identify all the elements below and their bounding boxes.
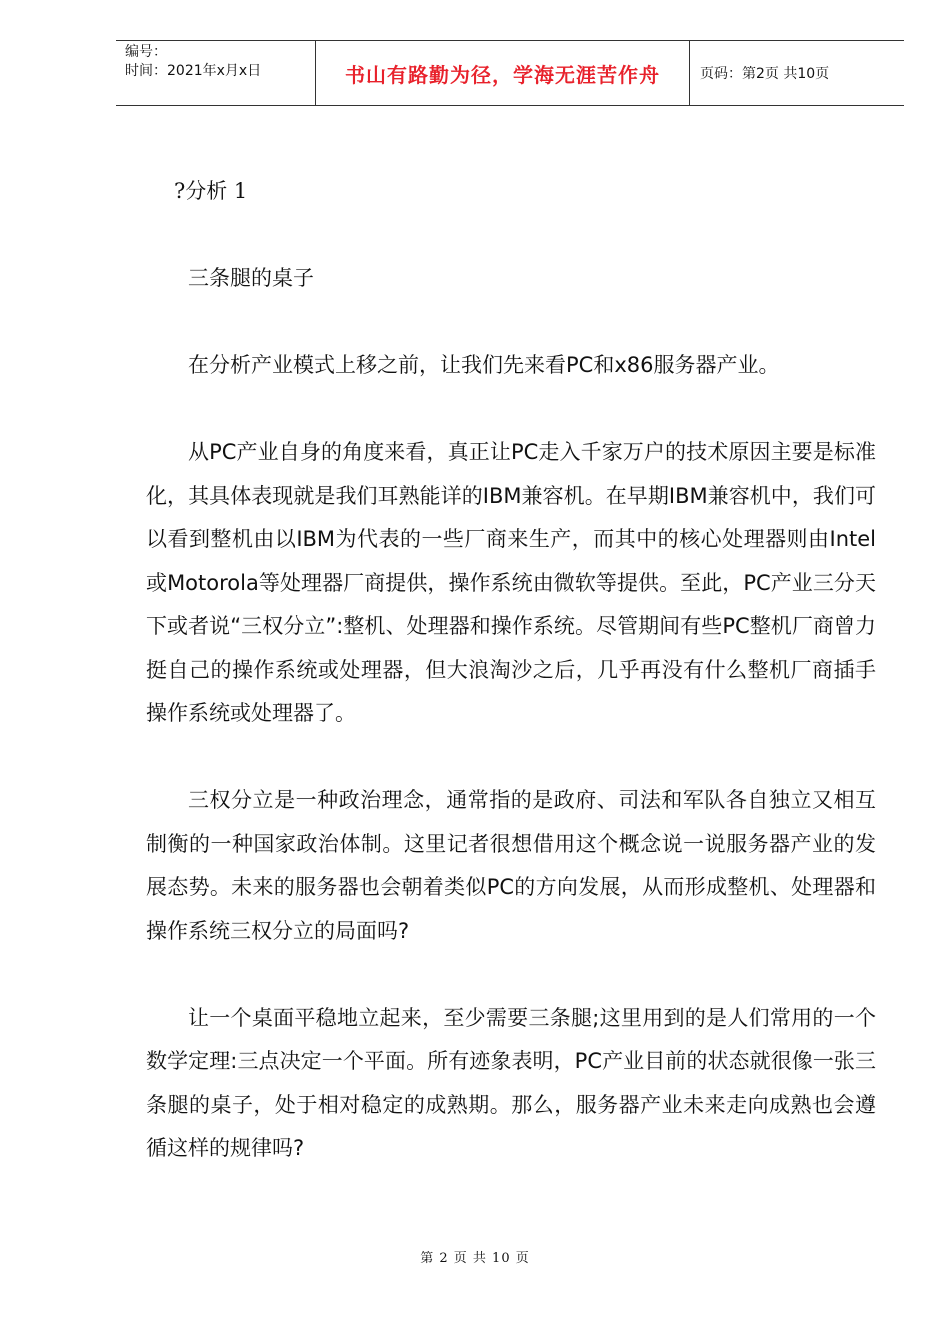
paragraph-1: 在分析产业模式上移之前，让我们先来看PC和x86服务器产业。 — [188, 353, 780, 377]
section-title: ?分析 1 — [174, 179, 248, 203]
paragraph-2: 从PC产业自身的角度来看，真正让PC走入千家万户的技术原因主要是标准化，其具体表现就是我们耳熟能详的IBM兼容机。在早期IBM兼容机中，我们可以看到整机由以IBM为代表的一些厂商来生产，而其中的核心处理器则由Intel或Motorola等处理器厂商提供，操作系统由微软等提供。至此，PC产业三分天下或者说“三权分立”:整机、处理器和操作系统。尽管期间有些PC整机厂商曾力挺自己的操作系统或处理器，但大浪淘沙之后，几乎再没有什么整机厂商插手操作系统或处理器了。 — [146, 440, 876, 725]
header-page-cell — [690, 41, 904, 105]
header-motto-cell — [316, 41, 690, 105]
number-label: 编号： — [125, 44, 167, 60]
page-info: 页码：第2页 共10页 — [700, 66, 830, 82]
header-meta — [116, 41, 316, 105]
paragraph-4: 让一个桌面平稳地立起来，至少需要三条腿;这里用到的是人们常用的一个数学定理:三点决定一个平面。所有迹象表明，PC产业目前的状态就很像一张三条腿的桌子，处于相对稳定的成熟期。那么，服务器产业未来走向成熟也会遵循这样的规律吗? — [146, 1005, 876, 1160]
paragraph-3: 三权分立是一种政治理念，通常指的是政府、司法和军队各自独立又相互制衡的一种国家政治体制。这里记者很想借用这个概念说一说服务器产业的发展态势。未来的服务器也会朝着类似PC的方向发展，从而形成整机、处理器和操作系统三权分立的局面吗? — [146, 788, 876, 943]
subtitle: 三条腿的桌子 — [188, 266, 314, 290]
motto-text: 书山有路勤为径，学海无涯苦作舟 — [345, 62, 660, 87]
document-body — [146, 170, 876, 1214]
time-label: 时间：2021年x月x日 — [125, 63, 262, 79]
page-footer: 第 2 页 共 10 页 — [420, 1251, 530, 1266]
page-header — [116, 40, 904, 106]
